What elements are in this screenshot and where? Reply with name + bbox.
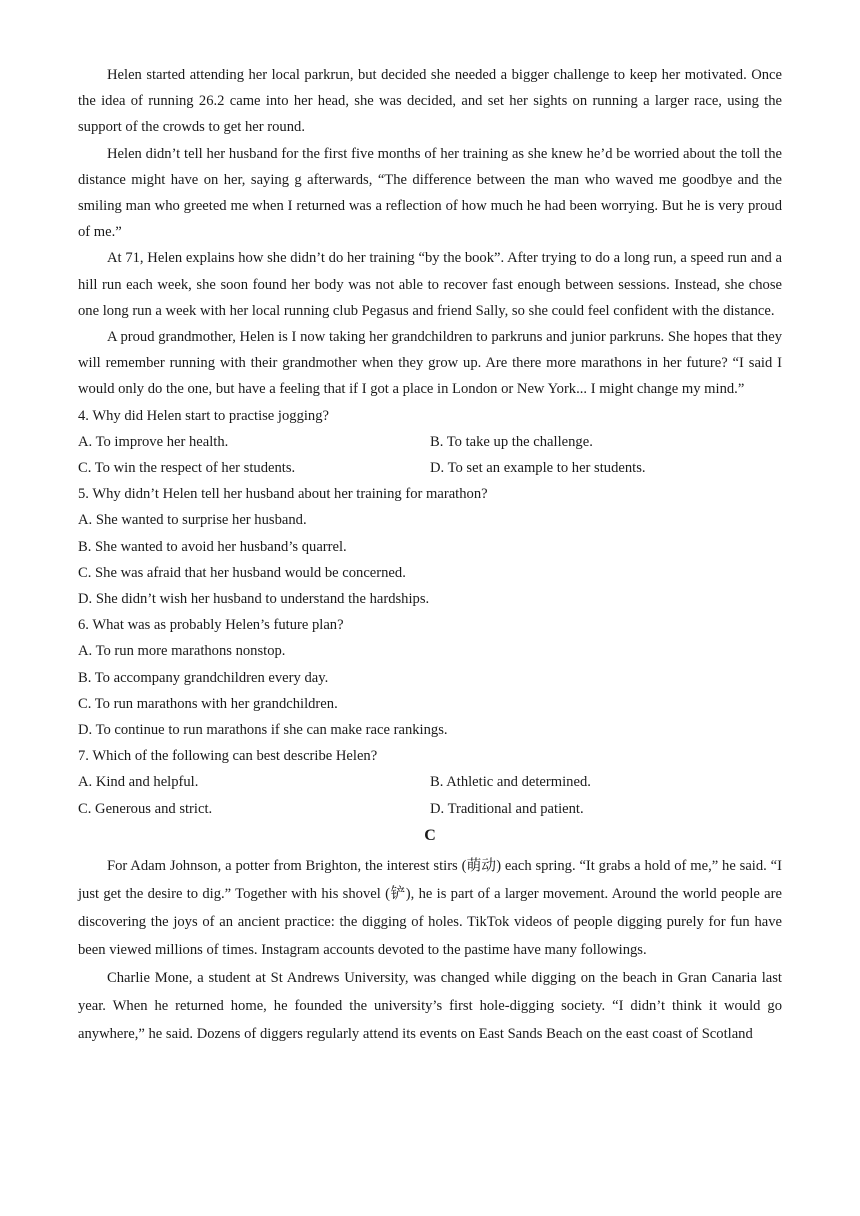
option-a: A. She wanted to surprise her husband. — [78, 512, 307, 529]
paragraph: Charlie Mone, a student at St Andrews University, was changed while digging on the beach in Gran Canaria last year. When he returned home, he founded the university’s first hole-digging society. “I didn’t think it would go anywhere,” he said. Dozens of diggers regularly attend its events on East Sands Beach on the east coast of Scotland — [78, 969, 782, 1042]
option-c: C. Generous and strict. — [78, 800, 213, 817]
option-d: D. To continue to run marathons if she can make race rankings. — [78, 722, 448, 739]
question-5 — [78, 481, 782, 612]
option-c: C. She was afraid that her husband would be concerned. — [78, 564, 406, 581]
option-a: A. To improve her health. — [78, 433, 229, 450]
option-b: B. To take up the challenge. — [430, 433, 593, 450]
question-stem: 6. What was as probably Helen’s future plan? — [78, 617, 344, 634]
option-d: D. To set an example to her students. — [430, 460, 646, 477]
option-a: A. To run more marathons nonstop. — [78, 643, 286, 660]
option-c: C. To run marathons with her grandchildren. — [78, 695, 338, 712]
question-stem: 7. Which of the following can best describe Helen? — [78, 748, 378, 765]
paragraph: At 71, Helen explains how she didn’t do her training “by the book”. After trying to do a long run, a speed run and a hill run each week, she soon found her body was not able to recover fast enough between sessions. Instead, she chose one long run a week with her local running club Pegasus and friend Sally, so she could feel confident with the distance. — [78, 250, 782, 319]
option-b: B. To accompany grandchildren every day. — [78, 669, 329, 686]
question-stem: 4. Why did Helen start to practise jogging? — [78, 407, 330, 424]
paragraph: For Adam Johnson, a potter from Brighton, the interest stirs (萌动) each spring. “It grabs a hold of me,” he said. “I just get the desire to dig.” Together with his shovel (铲), he is part of a larger movement. Around the world people are discovering the joys of an ancient practice: the digging of holes. TikTok videos of people digging purely for fun have been viewed millions of times. Instagram accounts devoted to the pastime have many followings. — [78, 857, 782, 958]
option-d: D. She didn’t wish her husband to understand the hardships. — [78, 591, 430, 608]
option-row — [78, 796, 782, 822]
option-b: B. She wanted to avoid her husband’s quarrel. — [78, 538, 347, 555]
question-7 — [78, 743, 782, 822]
question-6 — [78, 612, 782, 743]
option-row — [78, 455, 782, 481]
passage-b — [78, 62, 782, 403]
passage-c — [78, 822, 782, 1048]
option-row — [78, 769, 782, 795]
paragraph: A proud grandmother, Helen is I now taking her grandchildren to parkruns and junior parkruns. She hopes that they will remember running with their grandmother when they grow up. Are there more marathons in her future? “I said I would only do the one, but have a feeling that if I got a place in London or New York... I might change my mind.” — [78, 329, 782, 398]
question-4 — [78, 403, 782, 482]
option-d: D. Traditional and patient. — [430, 800, 584, 817]
option-a: A. Kind and helpful. — [78, 774, 199, 791]
paragraph: Helen didn’t tell her husband for the first five months of her training as she knew he’d be worried about the toll the distance might have on her, saying g afterwards, “The difference between the man who waved me goodbye and the smiling man who greeted me when I returned was a reflection of how much he had been worrying. But he is very proud of me.” — [78, 145, 782, 241]
paragraph: Helen started attending her local parkrun, but decided she needed a bigger challenge to keep her motivated. Once the idea of running 26.2 came into her head, she was decided, and set her sights on running a larger race, using the support of the crowds to get her round. — [78, 67, 782, 136]
section-title: C — [424, 826, 436, 844]
question-stem: 5. Why didn’t Helen tell her husband about her training for marathon? — [78, 486, 488, 503]
option-c: C. To win the respect of her students. — [78, 460, 296, 477]
option-row — [78, 429, 782, 455]
option-b: B. Athletic and determined. — [430, 774, 591, 791]
